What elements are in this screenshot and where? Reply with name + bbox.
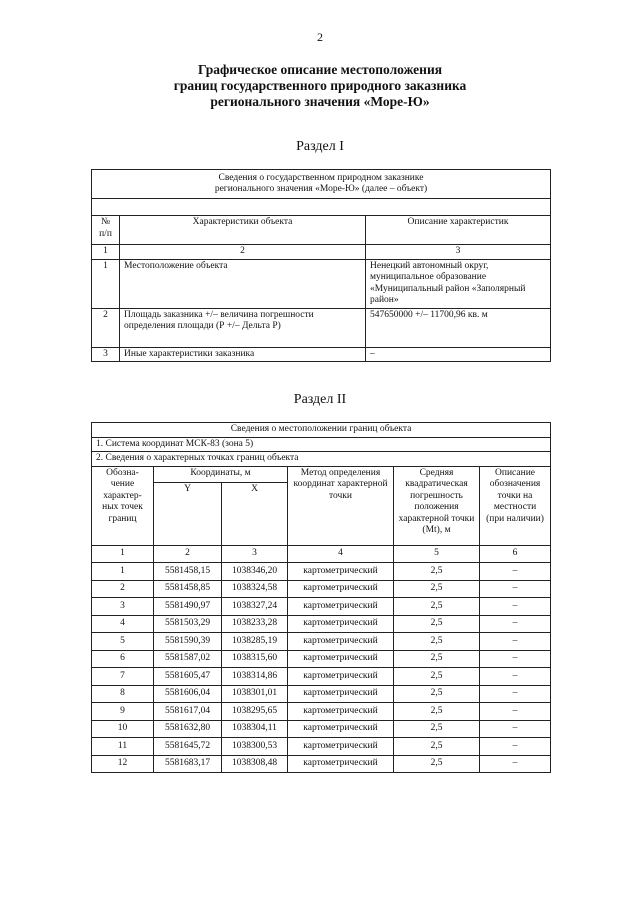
- table-row: [92, 703, 551, 721]
- header-description: Описание обозначения точки на местности (при наличии): [480, 466, 551, 545]
- points-subheading: 2. Сведения о характерных точках границ объекта: [92, 452, 551, 467]
- point-error: 2,5: [394, 755, 480, 773]
- point-x: 1038308,48: [222, 755, 288, 773]
- caption-line-2: регионального значения «Море-Ю» (далее – объект): [214, 184, 428, 194]
- point-desc: –: [480, 563, 551, 581]
- title-line-2: границ государственного природного заказника: [173, 78, 467, 93]
- point-id: 3: [92, 598, 154, 616]
- table-row: [92, 308, 551, 347]
- point-error: 2,5: [394, 685, 480, 703]
- point-desc: –: [480, 720, 551, 738]
- point-method: картометрический: [288, 720, 394, 738]
- col-number: 4: [288, 545, 394, 563]
- point-error: 2,5: [394, 738, 480, 756]
- point-desc: –: [480, 738, 551, 756]
- point-y: 5581503,29: [154, 615, 222, 633]
- col-number: 2: [120, 245, 366, 260]
- point-y: 5581587,02: [154, 650, 222, 668]
- point-method: картометрический: [288, 563, 394, 581]
- point-error: 2,5: [394, 563, 480, 581]
- point-id: 2: [92, 580, 154, 598]
- table-row: [92, 580, 551, 598]
- table-row: [92, 259, 551, 308]
- point-method: картометрический: [288, 685, 394, 703]
- table-row: [92, 347, 551, 362]
- section-1-caption: [92, 170, 551, 199]
- point-method: картометрический: [288, 703, 394, 721]
- point-id: 12: [92, 755, 154, 773]
- section-1-heading: Раздел I: [296, 139, 344, 154]
- table-row: [92, 598, 551, 616]
- point-y: 5581617,04: [154, 703, 222, 721]
- point-y: 5581606,04: [154, 685, 222, 703]
- point-id: 7: [92, 668, 154, 686]
- point-x: 1038304,11: [222, 720, 288, 738]
- point-x: 1038314,86: [222, 668, 288, 686]
- point-y: 5581490,97: [154, 598, 222, 616]
- row-num: 3: [92, 347, 120, 362]
- point-x: 1038285,19: [222, 633, 288, 651]
- point-error: 2,5: [394, 668, 480, 686]
- col-number: 1: [92, 245, 120, 260]
- point-y: 5581458,85: [154, 580, 222, 598]
- point-id: 4: [92, 615, 154, 633]
- header-characteristics: Характеристики объекта: [120, 216, 366, 245]
- point-y: 5581590,39: [154, 633, 222, 651]
- point-method: картометрический: [288, 738, 394, 756]
- point-id: 11: [92, 738, 154, 756]
- table-row: [92, 668, 551, 686]
- point-desc: –: [480, 685, 551, 703]
- col-number: 2: [154, 545, 222, 563]
- table-row: [92, 563, 551, 581]
- point-y: 5581683,17: [154, 755, 222, 773]
- col-number: 1: [92, 545, 154, 563]
- point-desc: –: [480, 580, 551, 598]
- col-number: 5: [394, 545, 480, 563]
- point-error: 2,5: [394, 580, 480, 598]
- header-error: Средняя квадратическая погрешность положения характерной точки (Mt), м: [394, 466, 480, 545]
- point-error: 2,5: [394, 598, 480, 616]
- table-row: [92, 755, 551, 773]
- point-x: 1038300,53: [222, 738, 288, 756]
- point-y: 5581605,47: [154, 668, 222, 686]
- row-name: Площадь заказника +/– величина погрешности определения площади (Р +/– Дельта Р): [120, 308, 366, 347]
- point-desc: –: [480, 668, 551, 686]
- point-x: 1038295,65: [222, 703, 288, 721]
- row-desc: –: [366, 347, 551, 362]
- point-x: 1038301,01: [222, 685, 288, 703]
- header-designation: Обозна-чение характер-ных точек границ: [92, 466, 154, 545]
- point-x: 1038346,20: [222, 563, 288, 581]
- point-x: 1038324,58: [222, 580, 288, 598]
- col-number: 6: [480, 545, 551, 563]
- boundary-points-table: [91, 422, 551, 773]
- document-title: [0, 62, 640, 110]
- point-method: картометрический: [288, 650, 394, 668]
- header-num: № п/п: [92, 216, 120, 245]
- col-number: 3: [366, 245, 551, 260]
- title-line-1: Графическое описание местоположения: [197, 62, 443, 77]
- point-y: 5581645,72: [154, 738, 222, 756]
- table-row: [92, 685, 551, 703]
- row-name: Местоположение объекта: [120, 259, 366, 308]
- point-x: 1038327,24: [222, 598, 288, 616]
- table-row: [92, 633, 551, 651]
- row-num: 1: [92, 259, 120, 308]
- point-method: картометрический: [288, 755, 394, 773]
- point-id: 9: [92, 703, 154, 721]
- spacer-row: [92, 199, 551, 216]
- row-num: 2: [92, 308, 120, 347]
- point-method: картометрический: [288, 615, 394, 633]
- point-error: 2,5: [394, 633, 480, 651]
- point-id: 6: [92, 650, 154, 668]
- point-desc: –: [480, 703, 551, 721]
- object-info-table: [91, 169, 551, 362]
- header-method: Метод определения координат характерной точки: [288, 466, 394, 545]
- point-method: картометрический: [288, 668, 394, 686]
- point-method: картометрический: [288, 580, 394, 598]
- point-y: 5581458,15: [154, 563, 222, 581]
- point-error: 2,5: [394, 720, 480, 738]
- title-line-3: регионального значения «Море-Ю»: [210, 94, 430, 109]
- table-row: [92, 615, 551, 633]
- coordinate-system: 1. Система координат МСК-83 (зона 5): [92, 437, 551, 452]
- point-desc: –: [480, 633, 551, 651]
- point-error: 2,5: [394, 703, 480, 721]
- point-id: 10: [92, 720, 154, 738]
- point-error: 2,5: [394, 615, 480, 633]
- point-id: 5: [92, 633, 154, 651]
- point-desc: –: [480, 650, 551, 668]
- row-name: Иные характеристики заказника: [120, 347, 366, 362]
- row-desc: Ненецкий автономный округ, муниципальное образование «Муниципальный район «Заполярный район»: [366, 259, 551, 308]
- point-desc: –: [480, 755, 551, 773]
- point-method: картометрический: [288, 633, 394, 651]
- table-row: [92, 720, 551, 738]
- page-number: 2: [317, 30, 323, 44]
- point-id: 1: [92, 563, 154, 581]
- caption-line-1: Сведения о государственном природном заказнике: [218, 172, 424, 183]
- table-row: [92, 650, 551, 668]
- point-y: 5581632,80: [154, 720, 222, 738]
- row-desc: 547650000 +/– 11700,96 кв. м: [366, 308, 551, 347]
- header-description: Описание характеристик: [366, 216, 551, 245]
- table-row: [92, 738, 551, 756]
- point-method: картометрический: [288, 598, 394, 616]
- point-desc: –: [480, 615, 551, 633]
- points-body: [92, 563, 551, 773]
- point-error: 2,5: [394, 650, 480, 668]
- section-2-caption: Сведения о местоположении границ объекта: [92, 423, 551, 438]
- point-x: 1038233,28: [222, 615, 288, 633]
- point-x: 1038315,60: [222, 650, 288, 668]
- header-y: Y: [154, 482, 222, 545]
- section-2-heading: Раздел II: [293, 392, 347, 407]
- point-id: 8: [92, 685, 154, 703]
- header-coords: Координаты, м: [154, 466, 288, 482]
- col-number: 3: [222, 545, 288, 563]
- header-x: X: [222, 482, 288, 545]
- point-desc: –: [480, 598, 551, 616]
